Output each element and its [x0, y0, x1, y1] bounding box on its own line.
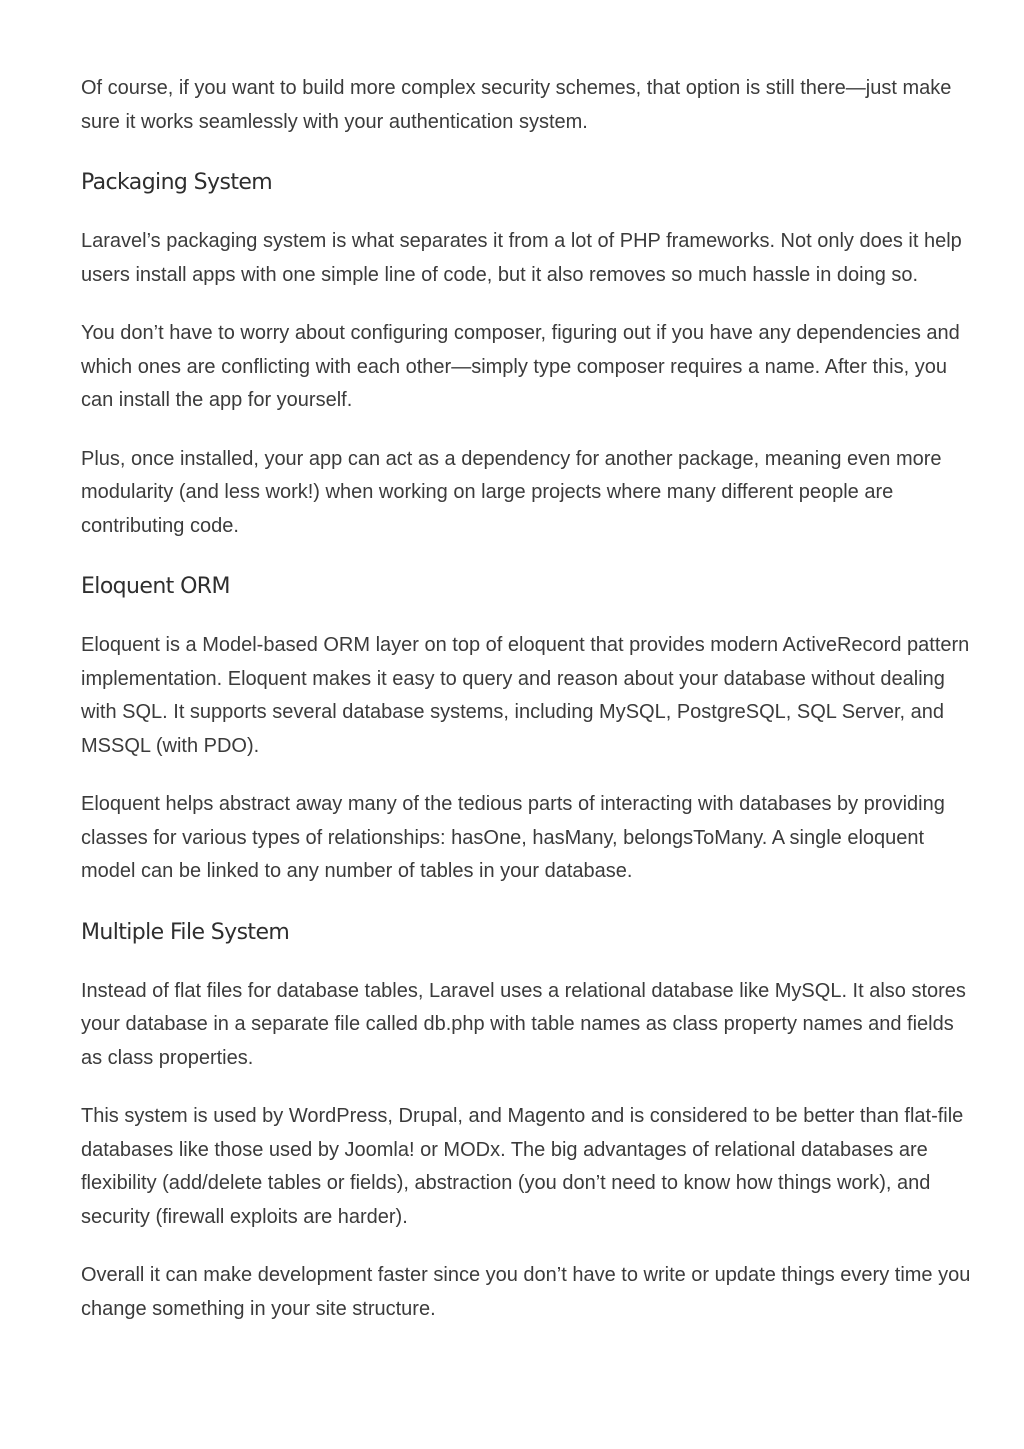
packaging-paragraph-1: Laravel’s packaging system is what separates it from a lot of PHP frameworks. Not only does it help users install apps with one simple line of code, but it also removes so much hassle in doing so. — [81, 230, 962, 286]
eloquent-paragraph-1: Eloquent is a Model-based ORM layer on top of eloquent that provides modern ActiveRecord pattern implementation. Eloquent makes it easy to query and reason about your database without dealing with SQL. It supports several database systems, including MySQL, PostgreSQL, SQL Server, and MSSQL (with PDO). — [81, 634, 970, 757]
filesystem-paragraph-3: Overall it can make development faster since you don’t have to write or update things every time you change something in your site structure. — [81, 1264, 971, 1320]
packaging-paragraph-3: Plus, once installed, your app can act as a dependency for another package, meaning even more modularity (and less work!) when working on large projects where many different people are contributing code. — [81, 447, 942, 537]
article-body — [81, 72, 976, 1351]
eloquent-orm-heading: Eloquent ORM — [81, 574, 230, 599]
intro-paragraph: Of course, if you want to build more complex security schemes, that option is still there—just make sure it works seamlessly with your authentication system. — [81, 77, 952, 133]
packaging-paragraph-2: You don’t have to worry about configuring composer, figuring out if you have any dependencies and which ones are conflicting with each other—simply type composer requires a name. After this, you can install the app for yourself. — [81, 322, 960, 411]
multiple-file-system-heading: Multiple File System — [81, 919, 290, 945]
eloquent-paragraph-2: Eloquent helps abstract away many of the tedious parts of interacting with databases by providing classes for various types of relationships: hasOne, hasMany, belongsToMany. A single eloquent model can be linked to any number of tables in your database. — [81, 793, 945, 882]
filesystem-paragraph-2: This system is used by WordPress, Drupal, and Magento and is considered to be better than flat-file databases like those used by Joomla! or MODx. The big advantages of relational databases are flexibility (add/delete tables or fields), abstraction (you don’t need to know how things work), and security (firewall exploits are harder). — [81, 1105, 964, 1228]
packaging-system-heading: Packaging System — [81, 170, 273, 195]
filesystem-paragraph-1: Instead of flat files for database tables, Laravel uses a relational database like MySQL. It also stores your database in a separate file called db.php with table names as class property names and fields as class properties. — [81, 979, 966, 1069]
